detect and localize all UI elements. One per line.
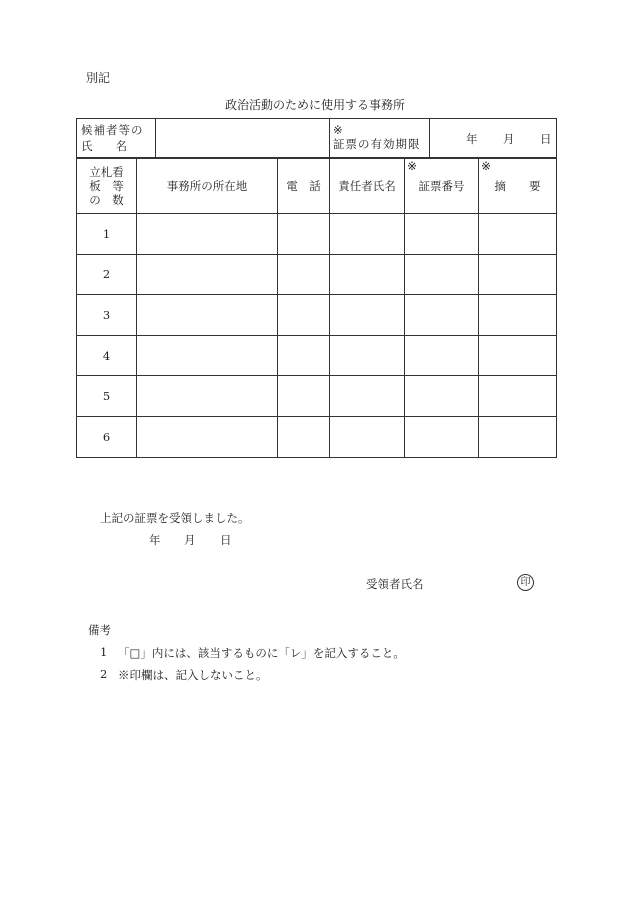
candidate-label-line1: 候補者等の: [81, 123, 144, 137]
summary-label: 摘 要: [494, 179, 541, 193]
summary-field[interactable]: [479, 254, 557, 295]
row-number: 4: [77, 335, 137, 376]
responsible-field[interactable]: [330, 254, 405, 295]
cert-number-field[interactable]: [405, 416, 479, 457]
location-field[interactable]: [137, 214, 278, 255]
row-number: 1: [77, 214, 137, 255]
office-table: [76, 158, 557, 458]
column-header-phone: 電 話: [278, 159, 330, 214]
receipt-year: 年: [149, 533, 161, 547]
location-field[interactable]: [137, 254, 278, 295]
note-item-number: 2: [100, 667, 108, 681]
responsible-field[interactable]: [330, 295, 405, 336]
column-header-cert-number: [405, 159, 479, 214]
responsible-field[interactable]: [330, 376, 405, 417]
cert-number-field[interactable]: [405, 254, 479, 295]
phone-field[interactable]: [278, 416, 330, 457]
row-number: 6: [77, 416, 137, 457]
validity-year: 年: [466, 132, 478, 146]
column-header-summary: [479, 159, 557, 214]
phone-field[interactable]: [278, 335, 330, 376]
table-row: [77, 416, 557, 457]
candidate-name-field[interactable]: [156, 119, 330, 158]
column-header-count: 立札看 板 等 の 数: [77, 159, 137, 214]
form-title: 政治活動のために使用する事務所: [224, 98, 405, 112]
responsible-field[interactable]: [330, 214, 405, 255]
validity-label: 証票の有効期限: [333, 137, 421, 151]
header-table: [76, 118, 557, 158]
cert-number-label: 証票番号: [418, 179, 465, 193]
note-item-number: 1: [100, 645, 108, 659]
summary-field[interactable]: [479, 335, 557, 376]
receipt-day: 日: [220, 533, 232, 547]
validity-date-cell[interactable]: [430, 119, 557, 158]
validity-month: 月: [503, 132, 515, 146]
cert-number-field[interactable]: [405, 295, 479, 336]
validity-label-cell: [330, 119, 430, 158]
responsible-field[interactable]: [330, 416, 405, 457]
phone-field[interactable]: [278, 254, 330, 295]
table-row: [77, 295, 557, 336]
cert-number-field[interactable]: [405, 335, 479, 376]
column-header-responsible: 責任者氏名: [330, 159, 405, 214]
note-item-text: 「□」内には、該当するものに「レ」を記入すること。: [118, 646, 405, 660]
summary-field[interactable]: [479, 416, 557, 457]
phone-field[interactable]: [278, 295, 330, 336]
receipt-text: 上記の証票を受領しました。: [100, 511, 250, 525]
table-row: [77, 335, 557, 376]
location-field[interactable]: [137, 376, 278, 417]
row-number: 3: [77, 295, 137, 336]
summary-mark: ※: [481, 159, 492, 173]
seal-icon: 印: [517, 574, 534, 591]
cert-number-field[interactable]: [405, 214, 479, 255]
table-row: [77, 254, 557, 295]
summary-field[interactable]: [479, 295, 557, 336]
form-heading: 別記: [86, 71, 111, 85]
location-field[interactable]: [137, 335, 278, 376]
notes-heading: 備考: [88, 623, 111, 637]
location-field[interactable]: [137, 295, 278, 336]
recipient-label: 受領者氏名: [366, 577, 424, 591]
candidate-label-line2: 氏 名: [81, 139, 127, 153]
note-item-text: ※印欄は、記入しないこと。: [118, 668, 268, 682]
column-header-location: 事務所の所在地: [137, 159, 278, 214]
row-number: 5: [77, 376, 137, 417]
cert-number-mark: ※: [407, 159, 418, 173]
candidate-label-cell: [77, 119, 156, 158]
validity-day: 日: [540, 132, 552, 146]
phone-field[interactable]: [278, 376, 330, 417]
summary-field[interactable]: [479, 376, 557, 417]
location-field[interactable]: [137, 416, 278, 457]
row-number: 2: [77, 254, 137, 295]
responsible-field[interactable]: [330, 335, 405, 376]
summary-field[interactable]: [479, 214, 557, 255]
cert-number-field[interactable]: [405, 376, 479, 417]
validity-mark: ※: [333, 123, 343, 137]
receipt-month: 月: [184, 533, 196, 547]
seal-mark: [517, 574, 534, 591]
table-row: [77, 376, 557, 417]
table-row: [77, 214, 557, 255]
phone-field[interactable]: [278, 214, 330, 255]
